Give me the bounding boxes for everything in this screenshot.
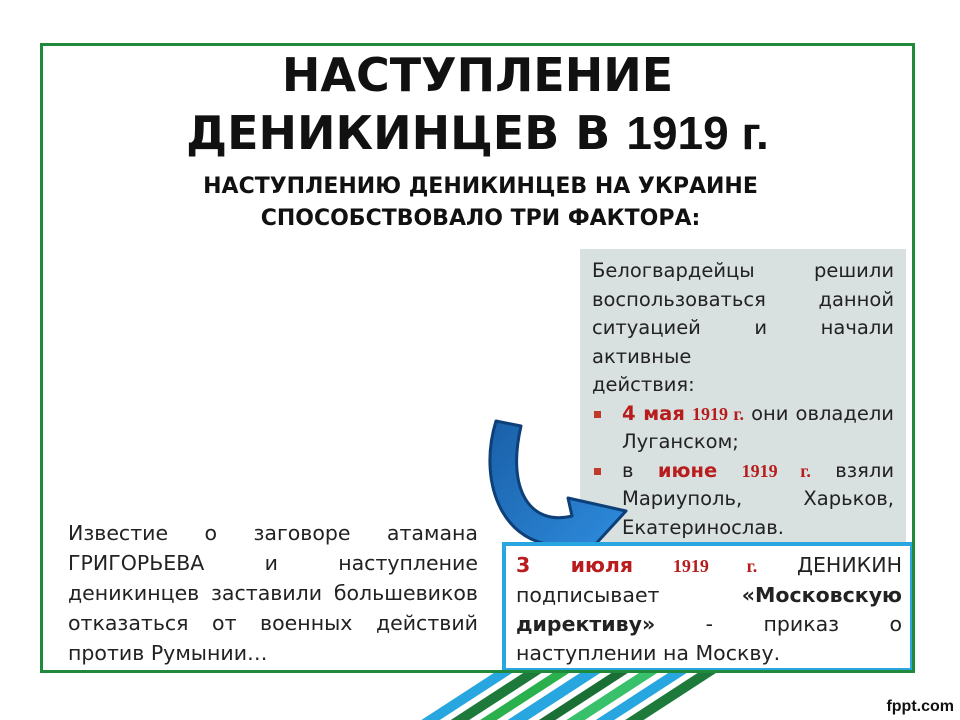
directive-date: 3 июля [516,553,634,577]
bullet-2-year: 1919 г. [741,460,811,481]
page-title [43,46,912,162]
directive-year: 1919 г. [672,556,758,576]
directive-text-2: - приказ о наступлении на Москву. [516,612,902,665]
left-text: Известие о заговоре атамана ГРИГОРЬЕВА и наступление деникинцев заставили большевиков отказаться от военных действий против Румынии… [68,521,478,665]
list-item [592,457,894,543]
title-year: 1919 г. [626,107,769,159]
footer-brand: fppt.com [886,698,954,715]
bullet-2-month: июне [657,458,718,482]
slide-frame [40,43,915,673]
title-text: ДЕНИКИНЦЕВ В [186,106,611,160]
directive-text-1: ДЕНИКИН подписывает [516,553,902,607]
info-intro [592,257,894,400]
list-item [592,400,894,457]
subtitle-line-1: НАСТУПЛЕНИЮ ДЕНИКИНЦЕВ НА УКРАИНЕ [203,174,758,199]
title-line-1: НАСТУПЛЕНИЕ [281,48,674,102]
bullet-2-text: взяли Мариуполь, Харьков, Екатеринослав. [622,458,894,539]
bullet-1-text: они овладели Луганском; [622,401,894,453]
info-intro-main: Белогвардейцы решили воспользоваться данной ситуацией и начали активные [592,259,894,368]
bullet-1-date: 4 мая [622,401,685,425]
directive-box [502,542,914,672]
subtitle [83,171,878,235]
info-intro-last: действия: [592,373,695,396]
subtitle-line-2: СПОСОБСТВОВАЛО ТРИ ФАКТОРА: [260,206,701,231]
info-bullet-list [592,400,894,543]
bullet-1-year: 1919 г. [691,403,744,424]
title-line-2 [43,104,912,162]
directive-name: «Московскую директиву» [516,583,902,636]
bullet-2-pre: в [622,458,634,482]
